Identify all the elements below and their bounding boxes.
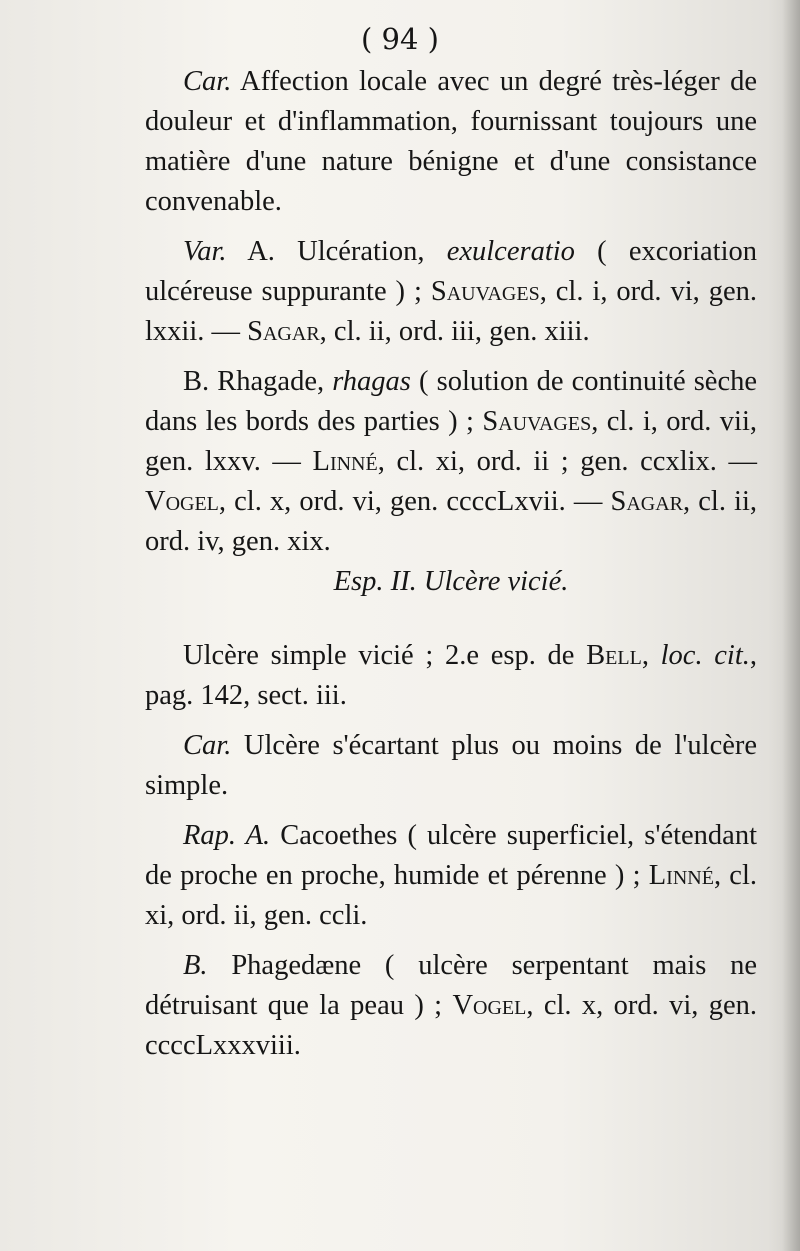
label-b: B.	[183, 950, 208, 981]
page-edge-shadow	[782, 0, 800, 1251]
paragraph-espece: Ulcère simple vicié ; 2.e esp. de Bell, loc. cit., pag. 142, sect. iii.	[145, 640, 758, 711]
text: ( excoriation ulcéreuse suppurante ) ;	[145, 236, 758, 307]
paragraph-caractere-1	[145, 62, 757, 222]
author-ref: Linné	[312, 446, 378, 477]
ref-detail: , cl. ii, ord. iv, gen. xix.	[145, 486, 757, 557]
author-ref: Bell	[586, 640, 642, 671]
text: A. Ulcération,	[247, 236, 425, 267]
text: Ulcère simple vicié ; 2.e esp. de	[183, 640, 575, 671]
author-ref: Vogel	[452, 990, 527, 1021]
text: Phagedæne ( ulcère serpentant mais ne détruisant que la peau ) ;	[145, 950, 757, 1021]
text: Affection locale avec un degré très-léger de douleur et d'inflammation, fournissant toujours une matière d'une nature bénigne et d'une consistance convenable.	[145, 66, 757, 217]
author-ref: Linné	[648, 860, 714, 891]
author-ref: Vogel	[145, 486, 219, 517]
author-ref: Sagar	[247, 316, 320, 347]
text: Cacoethes ( ulcère superficiel, s'étendant de proche en proche, humide et pérenne ) ;	[145, 820, 757, 891]
ref-detail: , cl. xi, ord. ii, gen. ccli.	[145, 860, 757, 931]
paragraph-variete-a	[145, 232, 757, 352]
paragraph-rapport-a	[145, 816, 757, 936]
author-ref: Sauvages	[430, 276, 540, 307]
text: B. Rhagade,	[183, 366, 325, 397]
page-number: ( 94 )	[361, 22, 439, 56]
text: Ulcère s'écartant plus ou moins de l'ulcère simple.	[145, 730, 758, 801]
ref-detail: , cl. i, ord. vi, gen. lxxii. —	[145, 276, 757, 347]
latin-term: exulceratio	[446, 236, 575, 267]
author-ref: Sauvages	[482, 406, 592, 437]
ref-detail: , cl. x, ord. vi, gen. ccccLxvii. —	[218, 486, 603, 517]
section-heading: Esp. II. Ulcère vicié.	[333, 566, 569, 597]
ref-detail: , cl. x, ord. vi, gen. ccccLxxxviii.	[145, 990, 758, 1061]
paragraph-caractere-2	[145, 726, 757, 806]
author-ref: Sagar	[610, 486, 684, 517]
ref-detail: , cl. i, ord. vii, gen. lxxv. —	[145, 406, 757, 477]
label-rap: Rap. A.	[183, 820, 271, 851]
latin-term: loc. cit.	[660, 640, 750, 671]
paragraph-rapport-b	[145, 946, 757, 1066]
ref-detail: , pag. 142, sect. iii.	[145, 640, 758, 711]
label-var: Var.	[183, 236, 227, 267]
page-body	[145, 62, 757, 1066]
label-car: Car.	[183, 66, 232, 97]
ref-detail: , cl. xi, ord. ii ; gen. ccxlix. —	[377, 446, 758, 477]
ref-detail: , cl. ii, ord. iii, gen. xiii.	[319, 316, 590, 347]
label-car: Car.	[183, 730, 232, 761]
latin-term: rhagas	[332, 366, 411, 397]
paragraph-variete-b	[145, 362, 757, 562]
text: ( solution de continuité sèche dans les bords des parties ) ;	[145, 366, 758, 437]
